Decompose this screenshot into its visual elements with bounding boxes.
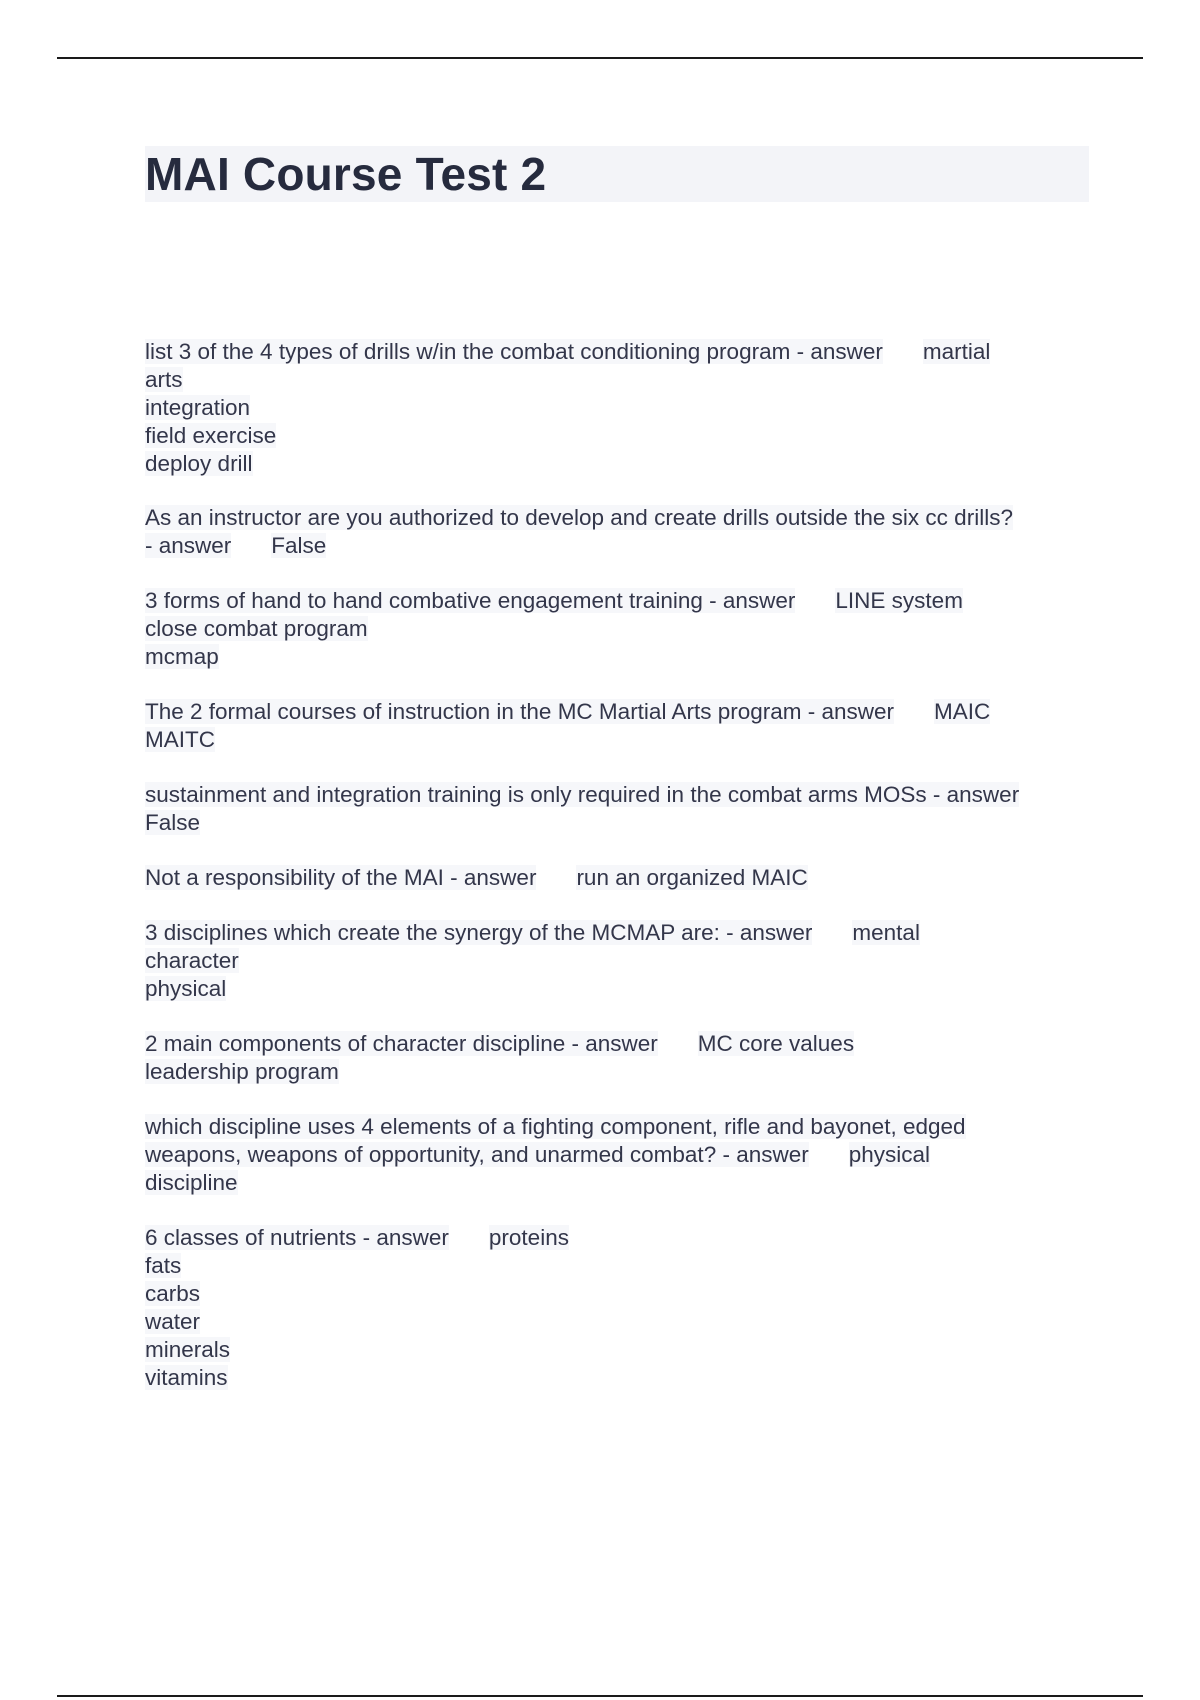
answer-line: arts <box>145 367 183 392</box>
answer-label: - answer <box>796 339 883 364</box>
answer-line: water <box>145 1309 201 1334</box>
answer-line: discipline <box>145 1170 238 1195</box>
qa-item-10 <box>145 1224 1095 1392</box>
answer-text: MAIC <box>934 699 991 724</box>
answer-label: - answer <box>362 1225 449 1250</box>
answer-line: MAITC <box>145 727 215 752</box>
answer-line: fats <box>145 1253 182 1278</box>
answer-text: run an organized MAIC <box>576 865 808 890</box>
question-text: As an instructor are you authorized to develop and create drills outside the six cc drills? <box>145 505 1013 530</box>
question-text: 3 disciplines which create the synergy of the MCMAP are: <box>145 920 720 945</box>
answer-line: field exercise <box>145 423 277 448</box>
question-text: weapons, weapons of opportunity, and unarmed combat? <box>145 1142 717 1167</box>
answer-text: LINE system <box>835 588 963 613</box>
qa-item-7 <box>145 919 1095 1003</box>
question-text: list 3 of the 4 types of drills w/in the combat conditioning program <box>145 339 791 364</box>
answer-line: mcmap <box>145 644 219 669</box>
answer-line: character <box>145 948 239 973</box>
answer-label: - answer <box>807 699 895 724</box>
answer-label: - answer <box>932 782 1020 807</box>
qa-item-6 <box>145 864 1095 892</box>
answer-label: - answer <box>450 865 537 890</box>
qa-list <box>145 338 1095 1392</box>
answer-line: minerals <box>145 1337 231 1362</box>
qa-item-4 <box>145 698 1095 754</box>
answer-label: - answer <box>722 1142 809 1167</box>
answer-text: MC core values <box>697 1031 855 1056</box>
qa-item-3 <box>145 587 1095 671</box>
qa-item-8 <box>145 1030 1095 1086</box>
question-text: 3 forms of hand to hand combative engagement training <box>145 588 703 613</box>
answer-line: close combat program <box>145 616 368 641</box>
question-text: sustainment and integration training is only required in the combat arms MOSs <box>145 782 927 807</box>
answer-line: leadership program <box>145 1059 339 1084</box>
qa-item-1 <box>145 338 1095 478</box>
page-title: MAI Course Test 2 <box>145 148 547 200</box>
question-text: Not a responsibility of the MAI <box>145 865 444 890</box>
question-text: 6 classes of nutrients <box>145 1225 357 1250</box>
question-text: which discipline uses 4 elements of a fighting component, rifle and bayonet, edged <box>145 1114 966 1139</box>
answer-label: - answer <box>145 533 232 558</box>
answer-line: deploy drill <box>145 451 253 476</box>
qa-item-9 <box>145 1113 1095 1197</box>
top-rule <box>57 57 1143 59</box>
answer-text: proteins <box>488 1225 569 1250</box>
question-text: 2 main components of character discipline <box>145 1031 566 1056</box>
answer-text: martial <box>922 339 991 364</box>
answer-text: physical <box>848 1142 931 1167</box>
answer-line: vitamins <box>145 1365 228 1390</box>
answer-label: - answer <box>709 588 796 613</box>
qa-item-5 <box>145 781 1095 837</box>
answer-text: False <box>271 533 327 558</box>
bottom-rule <box>57 1695 1143 1697</box>
answer-line: integration <box>145 395 251 420</box>
question-text: The 2 formal courses of instruction in the MC Martial Arts program <box>145 699 802 724</box>
answer-text: mental <box>852 920 920 945</box>
answer-label: - answer <box>726 920 813 945</box>
qa-item-2 <box>145 504 1095 560</box>
answer-label: - answer <box>571 1031 658 1056</box>
answer-line: carbs <box>145 1281 201 1306</box>
answer-line: physical <box>145 976 227 1001</box>
answer-line: False <box>145 810 201 835</box>
